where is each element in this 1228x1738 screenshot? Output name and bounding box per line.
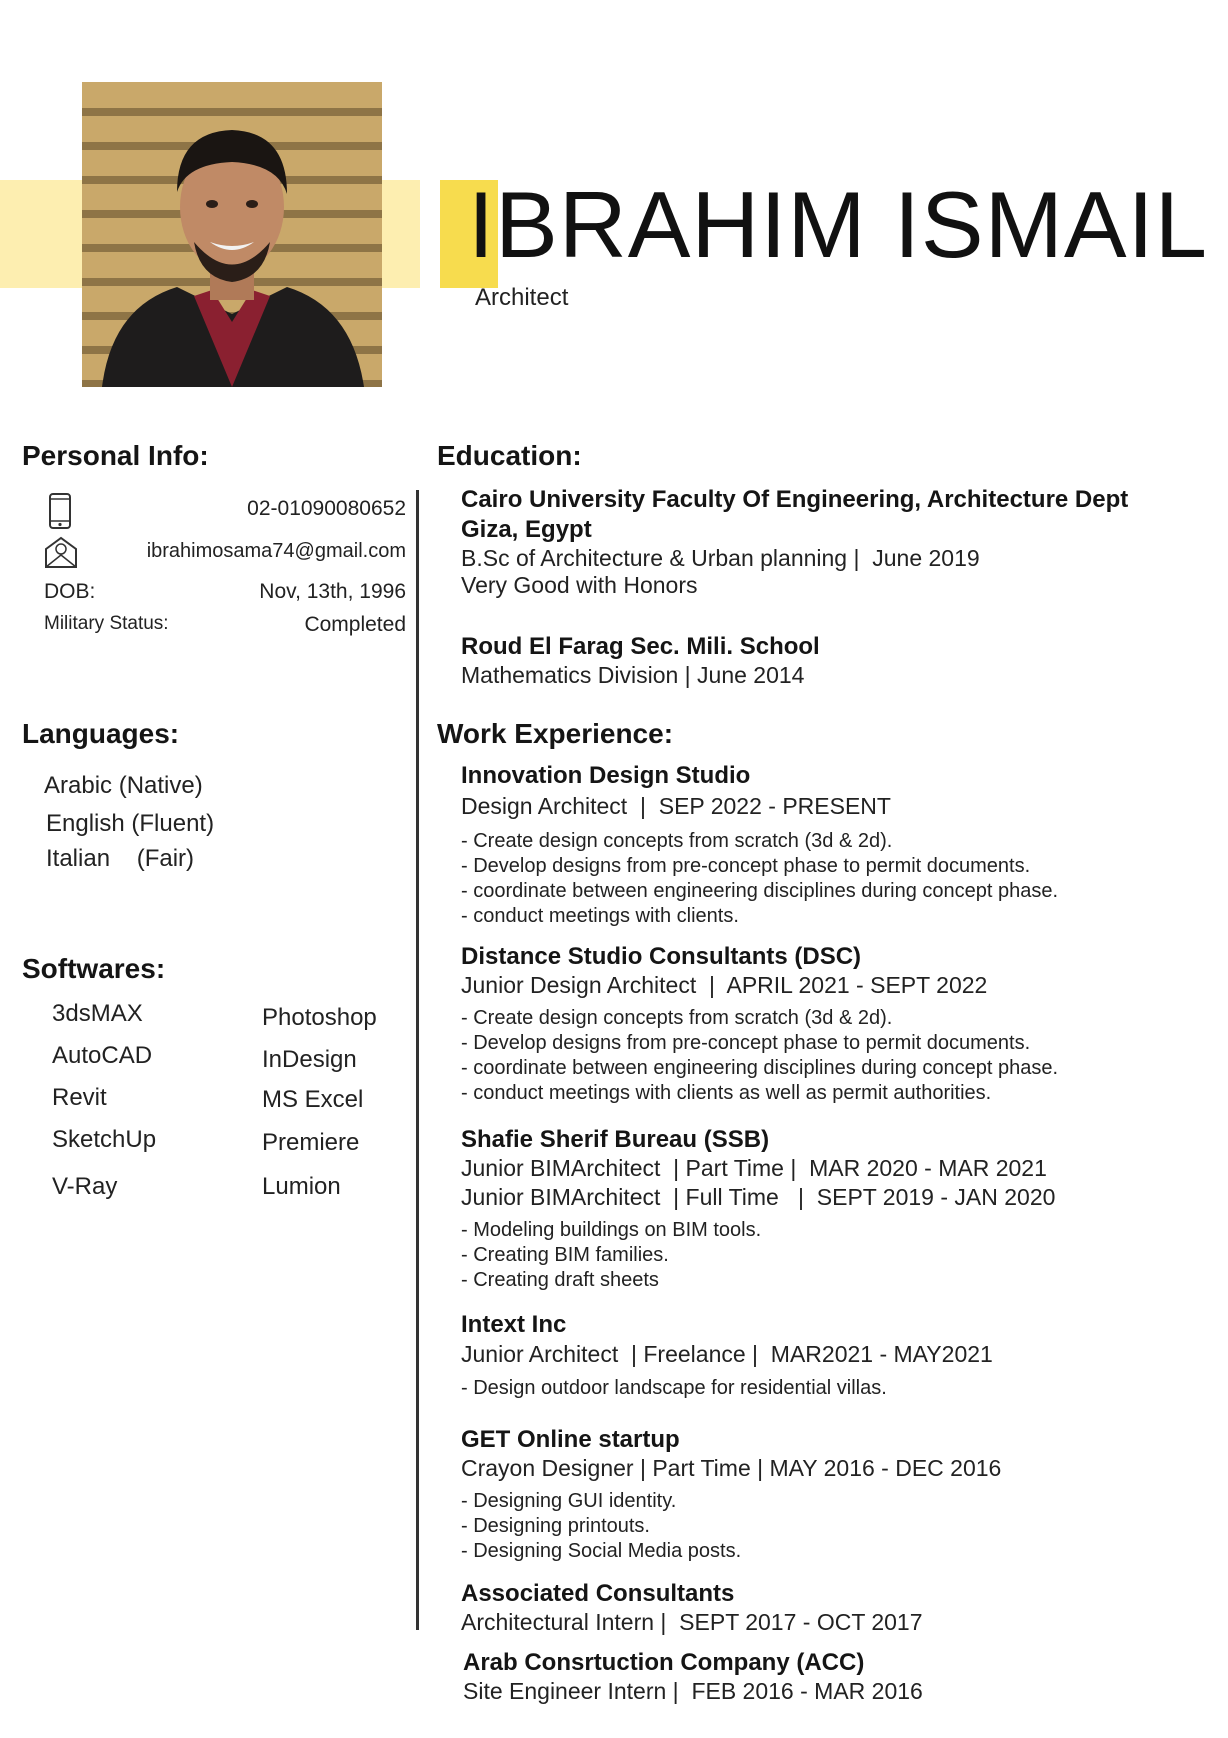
education-grade: Very Good with Honors (461, 572, 698, 598)
personal-info-heading: Personal Info: (22, 440, 209, 471)
job-bullet: - coordinate between engineering disciplines during concept phase. (461, 880, 1059, 902)
portrait-illustration (82, 82, 382, 387)
job-company: Associated Consultants (461, 1580, 735, 1607)
phone-number: 02-01090080652 (247, 497, 406, 520)
job-company: Innovation Design Studio (461, 762, 751, 789)
job-bullet: - Designing printouts. (461, 1515, 650, 1537)
job-title: Junior Design Architect | APRIL 2021 - SEPT 2022 (461, 972, 988, 998)
job-title: Design Architect | SEP 2022 - PRESENT (461, 793, 891, 819)
software-item: InDesign (262, 1046, 357, 1073)
military-status-label: Military Status: (44, 613, 169, 634)
job-company: Intext Inc (461, 1311, 567, 1338)
education-degree: B.Sc of Architecture & Urban planning | June 2019 (461, 545, 980, 571)
applicant-role: Architect (475, 284, 569, 311)
job-bullet: - Develop designs from pre-concept phase to permit documents. (461, 855, 1031, 877)
software-item: Premiere (262, 1129, 360, 1156)
job-title: Architectural Intern | SEPT 2017 - OCT 2017 (461, 1609, 923, 1635)
job-title: Crayon Designer | Part Time | MAY 2016 - DEC 2016 (461, 1455, 1002, 1481)
military-status-value: Completed (304, 613, 406, 636)
email-address: ibrahimosama74@gmail.com (146, 540, 406, 562)
job-bullet: - Modeling buildings on BIM tools. (461, 1219, 762, 1241)
applicant-name: IBRAHIM ISMAIL (468, 172, 1209, 277)
software-item: Photoshop (262, 1004, 377, 1031)
job-bullet: - conduct meetings with clients. (461, 905, 739, 927)
job-title: Site Engineer Intern | FEB 2016 - MAR 2016 (463, 1678, 923, 1704)
job-bullet: - Create design concepts from scratch (3d & 2d). (461, 830, 893, 852)
job-title: Junior Architect | Freelance | MAR2021 - MAY2021 (461, 1341, 993, 1367)
software-item: V-Ray (52, 1173, 118, 1200)
education-heading: Education: (437, 440, 582, 471)
job-company: Distance Studio Consultants (DSC) (461, 943, 862, 970)
languages-heading: Languages: (22, 718, 180, 749)
job-bullet: - Creating BIM families. (461, 1244, 669, 1266)
language-item: English (Fluent) (46, 810, 215, 837)
software-item: MS Excel (262, 1086, 364, 1113)
email-icon (44, 535, 78, 569)
education-school: Cairo University Faculty Of Engineering, Architecture Dept (461, 486, 1129, 513)
job-bullet: - Creating draft sheets (461, 1269, 659, 1291)
profile-photo (82, 82, 382, 387)
software-item: Revit (52, 1084, 107, 1111)
job-company: GET Online startup (461, 1426, 680, 1453)
column-divider (416, 490, 419, 1630)
software-item: SketchUp (52, 1126, 157, 1153)
software-item: AutoCAD (52, 1042, 153, 1069)
work-experience-heading: Work Experience: (437, 718, 674, 749)
language-item: Italian (Fair) (46, 845, 195, 872)
job-bullet: - Designing Social Media posts. (461, 1540, 742, 1562)
dob-label: DOB: (44, 580, 96, 603)
job-bullet: - conduct meetings with clients as well as permit authorities. (461, 1082, 992, 1104)
language-item: Arabic (Native) (44, 772, 203, 799)
job-bullet: - coordinate between engineering disciplines during concept phase. (461, 1057, 1059, 1079)
softwares-heading: Softwares: (22, 953, 166, 984)
education-school: Roud El Farag Sec. Mili. School (461, 633, 820, 660)
job-bullet: - Create design concepts from scratch (3d & 2d). (461, 1007, 893, 1029)
phone-icon (48, 493, 72, 529)
education-degree: Mathematics Division | June 2014 (461, 662, 805, 688)
job-title: Junior BIMArchitect | Full Time | SEPT 2019 - JAN 2020 (461, 1184, 1056, 1210)
job-company: Arab Consrtuction Company (ACC) (463, 1649, 865, 1676)
job-company: Shafie Sherif Bureau (SSB) (461, 1126, 770, 1153)
job-title: Junior BIMArchitect | Part Time | MAR 2020 - MAR 2021 (461, 1155, 1047, 1181)
dob-value: Nov, 13th, 1996 (259, 580, 406, 603)
job-bullet: - Design outdoor landscape for residential villas. (461, 1377, 887, 1399)
software-item: 3dsMAX (52, 1000, 143, 1027)
job-bullet: - Develop designs from pre-concept phase to permit documents. (461, 1032, 1031, 1054)
education-location: Giza, Egypt (461, 516, 592, 543)
job-bullet: - Designing GUI identity. (461, 1490, 677, 1512)
software-item: Lumion (262, 1173, 341, 1200)
